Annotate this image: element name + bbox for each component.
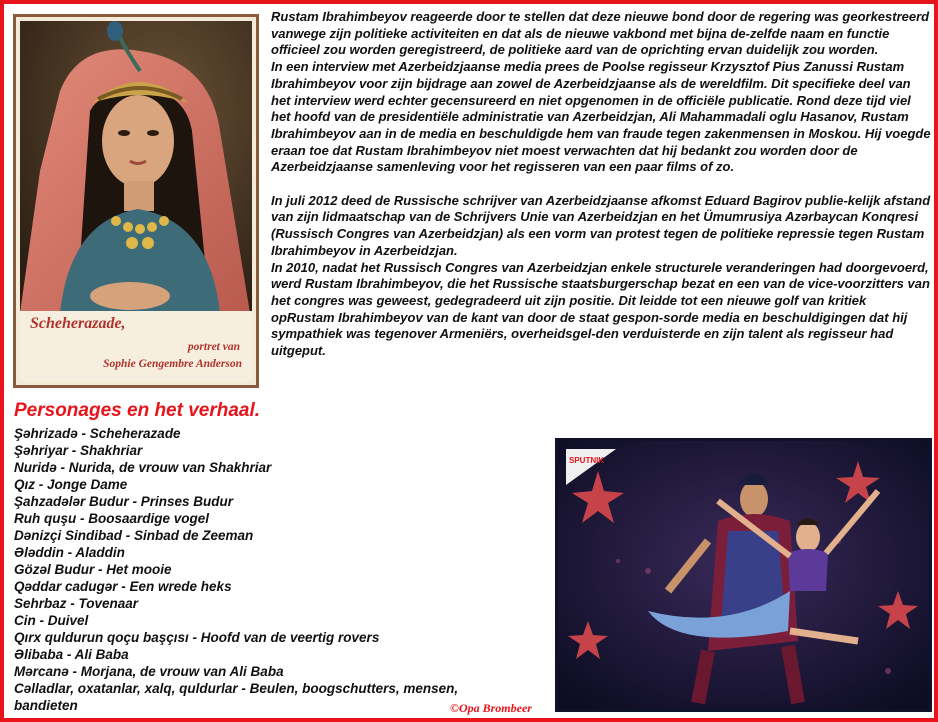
ballet-photo — [555, 438, 932, 712]
cast-item: Ələddin - Aladdin — [14, 545, 125, 560]
cast-item: Şəhrizadə - Scheherazade — [14, 426, 181, 441]
cast-item: Əlibaba - Ali Baba — [14, 647, 129, 662]
ballet-dancers-image — [558, 441, 929, 709]
cast-item: Qırx quldurun qoçu başçısı - Hoofd van de veertig rovers — [14, 630, 380, 645]
cast-item: bandieten — [14, 698, 78, 713]
cast-item: Sehrbaz - Tovenaar — [14, 596, 139, 611]
cast-item: Qız - Jonge Dame — [14, 477, 128, 492]
portrait-caption-line1: portret van — [187, 341, 240, 353]
cast-item: Cəlladlar, oxatanlar, xalq, quldurlar - Beulen, boogschutters, mensen, — [14, 681, 459, 696]
cast-item: Cin - Duivel — [14, 613, 89, 628]
cast-item: Gözəl Budur - Het mooie — [14, 562, 172, 577]
cast-list — [14, 425, 534, 714]
cast-item: Qəddar cadugər - Een wrede heks — [14, 579, 232, 594]
portrait-caption-title: Scheherazade, — [30, 315, 126, 332]
portrait-caption — [20, 311, 252, 381]
sputnik-watermark: SPUTNIK — [569, 456, 605, 465]
portrait-caption-artist: Sophie Gengembre Anderson — [103, 358, 242, 370]
article-paragraph: In een interview met Azerbeidzjaanse media prees de Poolse regisseur Krzysztof Pius Zanussi Rustam Ibrahimbeyov voor zijn bijdrage aan zowel de Azerbeidzjaanse als de wereldfilm. Dit specifieke deel van het interview werd echter gecensureerd en niet opgenomen in de officiële publicatie. Rond deze tijd viel het hoofd van de presidentiële administratie van Azerbeidzjan, Ali Mahammadali oglu Hasanov, Rustam Ibrahimbeyov aan in de media en beschuldigde hem van fraude tegen zakenmensen in Moskou. Hij voegde eraan toe dat Rustam Ibrahimbeyov niet moest verwachten dat hij bedankt zou worden door de Azerbeidzjaanse samenleving voor het regisseren van een paar films of zo. — [271, 59, 931, 175]
cast-item: Şəhriyar - Shakhriar — [14, 443, 143, 458]
cast-heading: Personages en het verhaal. — [14, 400, 261, 421]
cast-item: Nuridə - Nurida, de vrouw van Shakhriar — [14, 460, 272, 475]
cast-item: Şahzadələr Budur - Prinses Budur — [14, 494, 234, 509]
article-text — [271, 9, 931, 360]
article-paragraph: In juli 2012 deed de Russische schrijver van Azerbeidzjaanse afkomst Eduard Bagirov publie-kelijk afstand van zijn lidmaatschap van de Schrijvers Unie van Azerbeidzjan en het Ümumrusiya Azərbaycan Konqresi (Russisch Congres van Azerbeidzjan) als een vorm van protest tegen de politieke repressie tegen Rustam Ibrahimbeyov in Azerbeidzjan. — [271, 192, 931, 258]
copyright-text: ©Opa Brombeer — [450, 701, 532, 715]
article-paragraph: Rustam Ibrahimbeyov reageerde door te stellen dat deze nieuwe bond door de regering was georkestreerd vanwege zijn politieke activiteiten en dat als de nieuwe vakbond met bijna de-zelfde naam en functie officieel zou worden geregistreerd, de politieke aard van de oprichting ervan duidelijk zou worden. — [271, 9, 930, 58]
article-paragraph: In 2010, nadat het Russisch Congres van Azerbeidzjan enkele structurele veranderingen had doorgevoerd, werd Rustam Ibrahimbeyov, die het Russische staatsburgerschap bezat en een van de vice-voorzitters van het congres was geweest, gedegradeerd uit zijn positie. Dit leidde tot een nieuwe golf van kritiek opRustam Ibrahimbeyov van de kant van door de staat gespon-sorde media en beschuldigingen dat hij sympathiek was tegenover Armeniërs, overheidsgel-den verduisterde en zijn talent als regisseur had uitgeput. — [271, 259, 930, 359]
scheherazade-portrait — [13, 14, 259, 388]
cast-item: Ruh quşu - Boosaardige vogel — [14, 511, 210, 526]
cast-item: Dənizçi Sindibad - Sinbad de Zeeman — [14, 528, 254, 543]
cast-item: Mərcanə - Morjana, de vrouw van Ali Baba — [14, 664, 284, 679]
